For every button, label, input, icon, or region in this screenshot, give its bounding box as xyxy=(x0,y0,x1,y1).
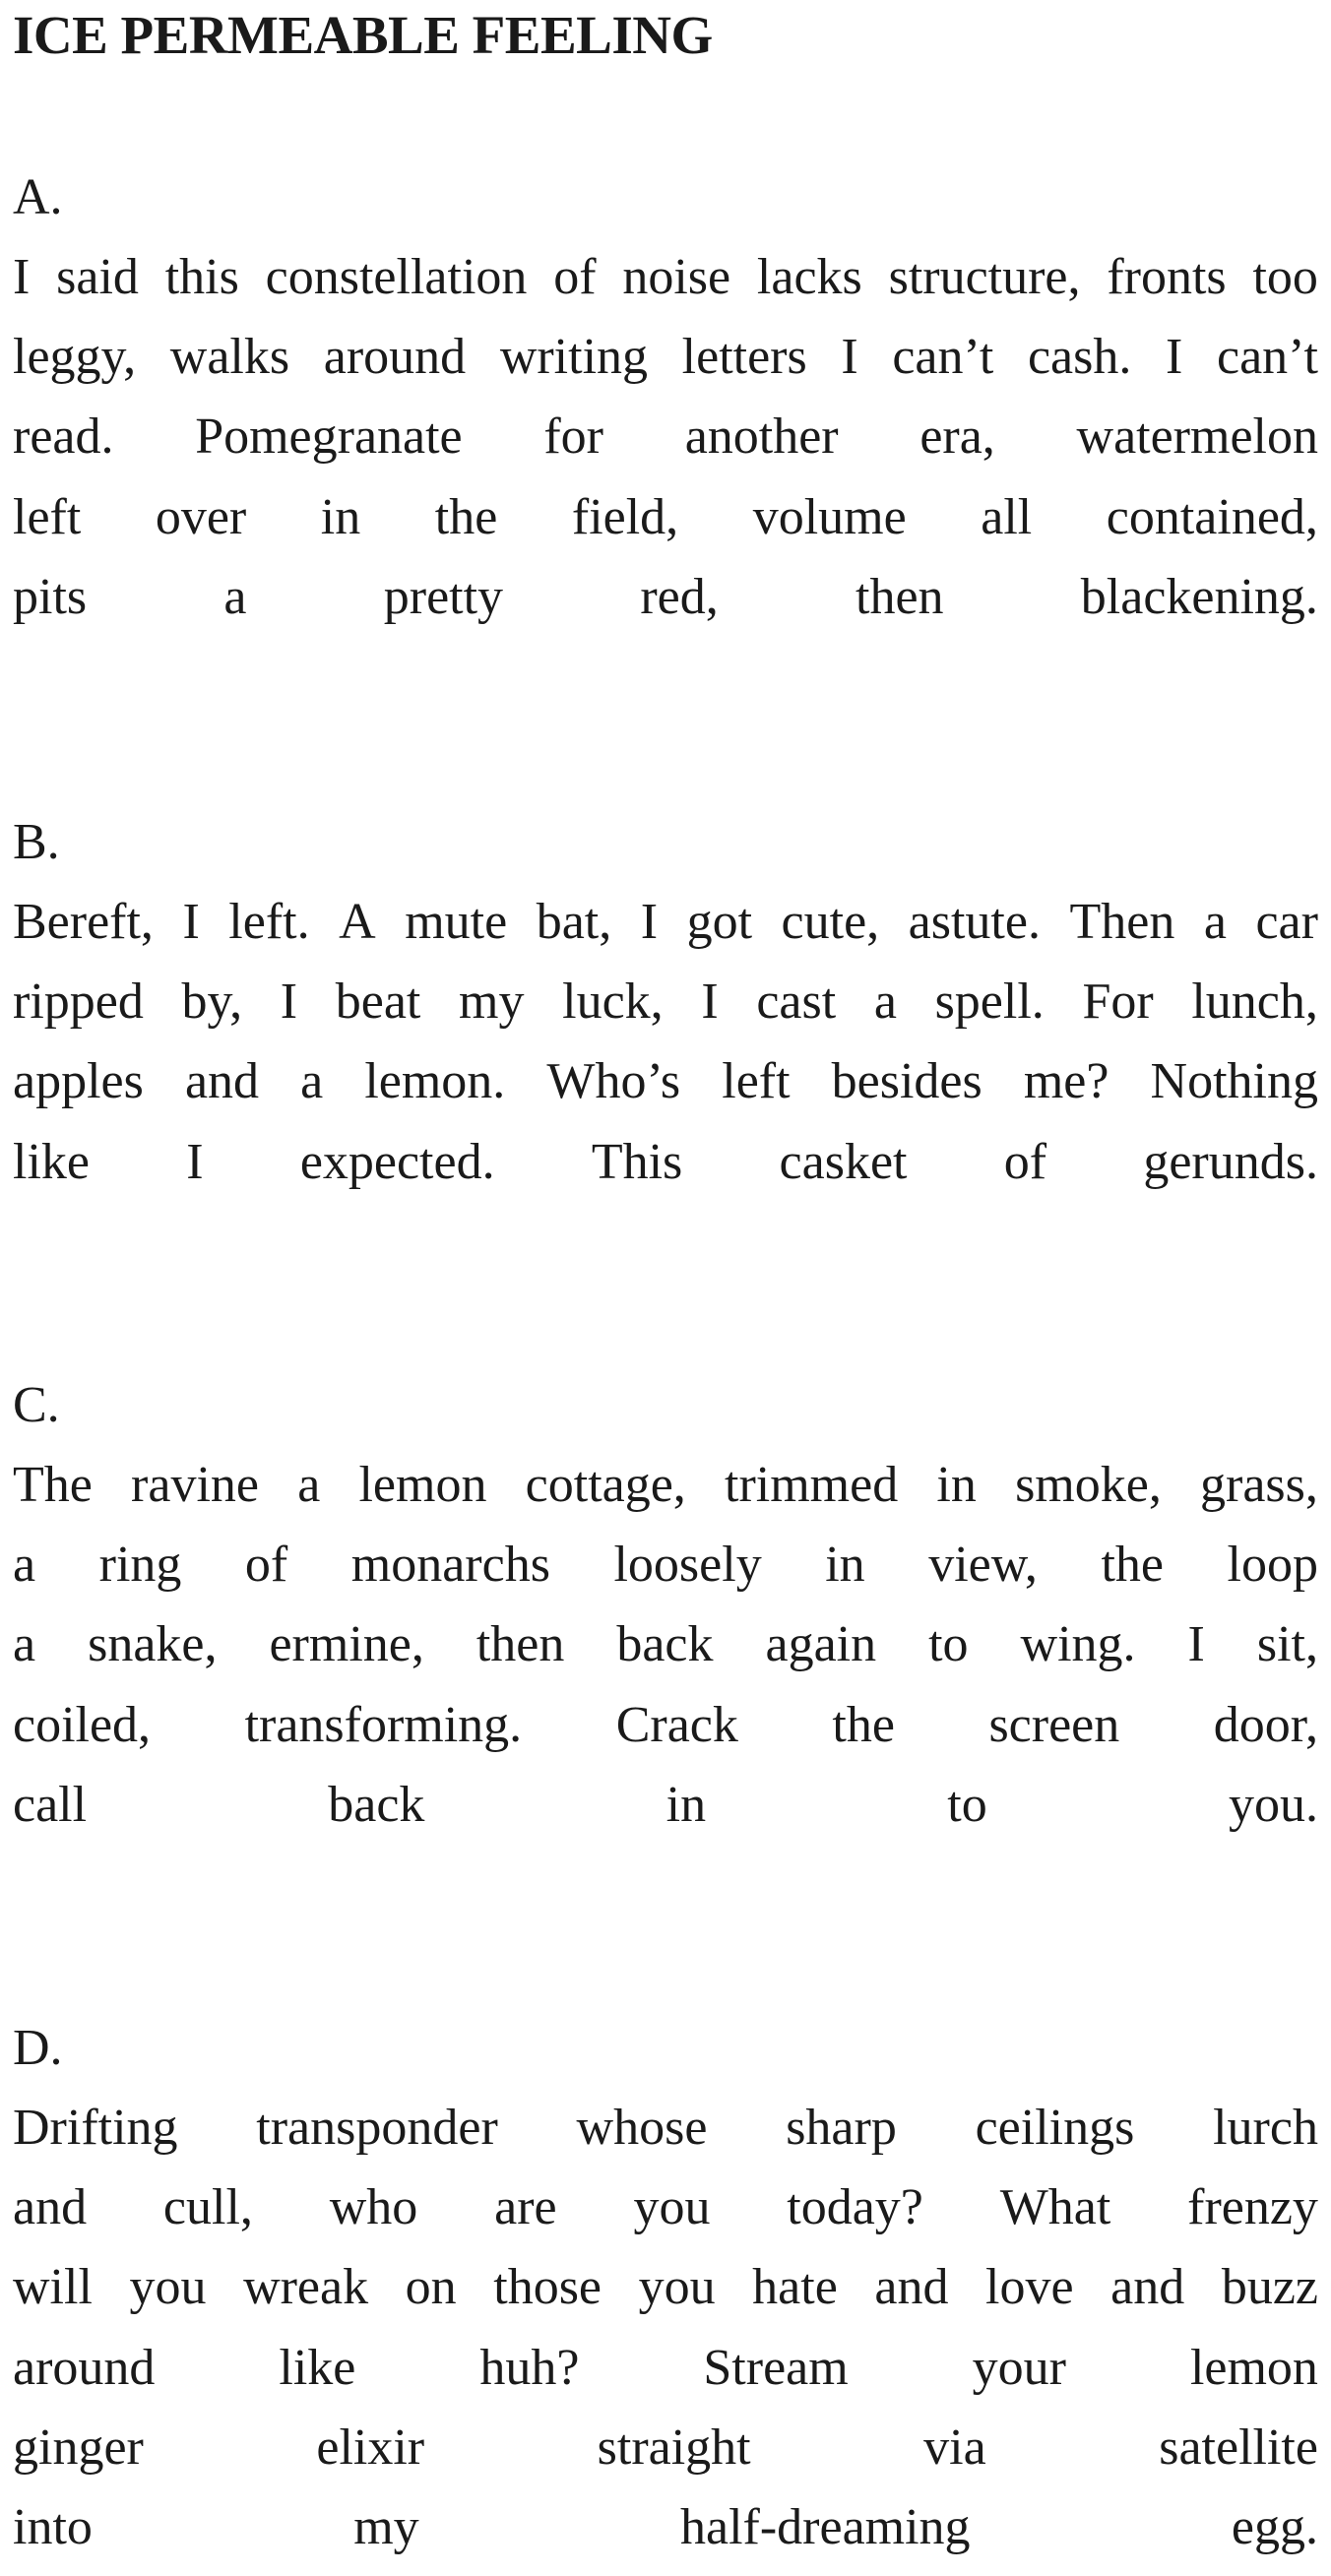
poem-word: pits xyxy=(13,568,88,625)
poem-line xyxy=(13,397,1318,476)
poem-word: cute, xyxy=(781,894,880,950)
stanza xyxy=(13,2088,1318,2567)
poem-word: car xyxy=(1255,894,1318,950)
poem-word: in xyxy=(825,1537,865,1594)
poem-word: a xyxy=(13,1537,36,1594)
poem-word: all xyxy=(981,488,1033,545)
poem-word: loosely xyxy=(613,1537,762,1594)
section-label: D. xyxy=(13,2020,63,2076)
poem-word: a xyxy=(223,568,247,625)
poem-word: will xyxy=(13,2259,93,2316)
poem-word: left xyxy=(722,1053,791,1110)
poem-word: and xyxy=(13,2179,88,2236)
poem-word: who xyxy=(329,2179,418,2236)
section-label: A. xyxy=(13,169,63,225)
poem-line xyxy=(13,1041,1318,1121)
poem-word: ermine, xyxy=(269,1616,424,1673)
poem-word: in xyxy=(320,488,361,545)
poem-word: read. xyxy=(13,408,114,466)
poem-word: Pomegranate xyxy=(195,408,463,466)
poem-word: your xyxy=(972,2339,1066,2396)
poem-word: to xyxy=(947,1776,987,1833)
poem-word: Who’s xyxy=(546,1053,681,1110)
poem-section-c xyxy=(13,1365,1318,1845)
poem-word: beat xyxy=(335,974,421,1031)
poem-word: of xyxy=(244,1537,288,1594)
poem-word: Bereft, xyxy=(13,894,154,950)
poem-word: I xyxy=(13,249,31,305)
poem-word: in xyxy=(666,1776,707,1833)
poem-word: buzz xyxy=(1221,2259,1318,2316)
poem-word: Then xyxy=(1069,894,1175,950)
poem-word: wing. xyxy=(1020,1616,1136,1673)
poem-word: the xyxy=(832,1696,895,1753)
poem-word: ripped xyxy=(13,974,144,1031)
poem-word: I xyxy=(186,1133,204,1190)
section-label: B. xyxy=(13,814,60,870)
poem-word: huh? xyxy=(479,2339,580,2396)
poem-line xyxy=(13,317,1318,397)
poem-line xyxy=(13,1122,1318,1202)
poem-word: smoke, xyxy=(1015,1457,1162,1513)
poem-word: ring xyxy=(98,1537,182,1594)
poem-word: view, xyxy=(928,1537,1038,1594)
poem-line xyxy=(13,882,1318,962)
poem-line xyxy=(13,2487,1318,2567)
poem-word: apples xyxy=(13,1053,144,1110)
poem-word: blackening. xyxy=(1080,568,1318,625)
poem-word: What xyxy=(999,2179,1111,2236)
poem-word: of xyxy=(553,249,597,305)
poem-word: I xyxy=(701,974,719,1031)
poem-word: ginger xyxy=(13,2419,144,2476)
poem-word: for xyxy=(543,408,603,466)
poem-word: by, xyxy=(181,974,243,1031)
poem-word: those xyxy=(493,2259,602,2316)
poem-word: straight xyxy=(597,2419,751,2476)
poem-line xyxy=(13,1685,1318,1765)
stanza xyxy=(13,882,1318,1202)
poem-word: the xyxy=(1101,1537,1164,1594)
poem-word: sharp xyxy=(786,2100,897,2156)
poem-line xyxy=(13,1445,1318,1525)
poem-word: you xyxy=(633,2179,711,2236)
poem-word: lurch xyxy=(1213,2100,1318,2156)
poem-word: around xyxy=(13,2339,156,2396)
poem-line xyxy=(13,557,1318,637)
poem-word: lacks xyxy=(756,249,862,305)
poem-word: left. xyxy=(228,894,310,950)
poem-section-a xyxy=(13,157,1318,637)
poem-word: lunch, xyxy=(1191,974,1318,1031)
poem-word: screen xyxy=(988,1696,1120,1753)
poem-word: today? xyxy=(787,2179,923,2236)
poem-word: said xyxy=(56,249,139,305)
poem-word: back xyxy=(328,1776,425,1833)
poem-word: monarchs xyxy=(350,1537,550,1594)
poem-word: a xyxy=(300,1053,324,1110)
poem-word: trimmed xyxy=(725,1457,899,1513)
poem-word: leggy, xyxy=(13,329,137,386)
poem-word: For xyxy=(1082,974,1154,1031)
poem-word: lemon xyxy=(358,1457,487,1513)
poem-word: and xyxy=(874,2259,949,2316)
poem-word: contained, xyxy=(1106,488,1318,545)
poem-word: whose xyxy=(576,2100,708,2156)
poem-word: and xyxy=(1110,2259,1185,2316)
poem-word: volume xyxy=(752,488,907,545)
poem-word: I xyxy=(182,894,200,950)
poem-word: fronts xyxy=(1107,249,1227,305)
poem-word: noise xyxy=(622,249,731,305)
poem-word: transponder xyxy=(256,2100,498,2156)
poem-word: Nothing xyxy=(1150,1053,1318,1110)
poem-word: sit, xyxy=(1256,1616,1318,1673)
poem-word: cull, xyxy=(162,2179,253,2236)
poem-word: The xyxy=(13,1457,93,1513)
poem-word: grass, xyxy=(1200,1457,1318,1513)
poem-word: red, xyxy=(640,568,719,625)
poem-word: transforming. xyxy=(244,1696,523,1753)
poem-word: then xyxy=(475,1616,565,1673)
poem-word: I xyxy=(640,894,659,950)
poem-word: elixir xyxy=(316,2419,425,2476)
poem-word: door, xyxy=(1213,1696,1318,1753)
poem-word: another xyxy=(684,408,839,466)
poem-word: ceilings xyxy=(975,2100,1135,2156)
poem-word: I xyxy=(1187,1616,1205,1673)
poem-word: era, xyxy=(919,408,995,466)
poem-word: half-dreaming xyxy=(680,2498,971,2555)
poem-word: can’t xyxy=(892,329,994,386)
poem-word: me? xyxy=(1023,1053,1109,1110)
poem-word: the xyxy=(434,488,498,545)
poem-line xyxy=(13,1604,1318,1684)
poem-word: This xyxy=(591,1133,683,1190)
poem-word: on xyxy=(405,2259,457,2316)
poem-word: mute xyxy=(405,894,508,950)
poem-word: a xyxy=(873,974,897,1031)
poem-word: lemon xyxy=(1189,2339,1318,2396)
poem-word: besides xyxy=(831,1053,982,1110)
poem-word: walks xyxy=(169,329,290,386)
poem-word: cottage, xyxy=(525,1457,686,1513)
poem-word: egg. xyxy=(1231,2498,1318,2555)
poem-word: you xyxy=(129,2259,207,2316)
poem-page xyxy=(13,0,1318,2555)
poem-word: lemon. xyxy=(364,1053,506,1110)
poem-word: you. xyxy=(1228,1776,1318,1833)
poem-line xyxy=(13,2328,1318,2408)
poem-word: you xyxy=(638,2259,716,2316)
poem-word: astute. xyxy=(908,894,1041,950)
poem-line xyxy=(13,1765,1318,1845)
poem-line xyxy=(13,1525,1318,1604)
poem-word: a xyxy=(297,1457,321,1513)
poem-word: then xyxy=(856,568,944,625)
poem-word: over xyxy=(155,488,247,545)
poem-word: Drifting xyxy=(13,2100,178,2156)
poem-word: structure, xyxy=(888,249,1081,305)
poem-word: in xyxy=(936,1457,977,1513)
poem-section-d xyxy=(13,2008,1318,2567)
poem-word: A xyxy=(339,894,376,950)
poem-word: a xyxy=(1203,894,1227,950)
poem-word: left xyxy=(13,488,82,545)
poem-word: letters xyxy=(681,329,807,386)
poem-line xyxy=(13,2168,1318,2247)
poem-line xyxy=(13,2088,1318,2168)
poem-word: field, xyxy=(571,488,679,545)
poem-word: cash. xyxy=(1027,329,1132,386)
poem-word: like xyxy=(13,1133,90,1190)
poem-word: into xyxy=(13,2498,93,2555)
poem-line xyxy=(13,477,1318,557)
poem-word: I xyxy=(280,974,298,1031)
poem-word: watermelon xyxy=(1076,408,1318,466)
poem-word: a xyxy=(13,1616,36,1673)
poem-line xyxy=(13,237,1318,317)
poem-word: constellation xyxy=(265,249,528,305)
poem-word: around xyxy=(323,329,467,386)
poem-word: of xyxy=(1003,1133,1047,1190)
poem-word: got xyxy=(686,894,753,950)
poem-word: too xyxy=(1252,249,1318,305)
section-label: C. xyxy=(13,1377,60,1433)
poem-word: ravine xyxy=(131,1457,259,1513)
poem-line xyxy=(13,962,1318,1041)
poem-word: expected. xyxy=(299,1133,495,1190)
poem-word: writing xyxy=(499,329,649,386)
poem-word: wreak xyxy=(243,2259,369,2316)
poem-word: call xyxy=(13,1776,88,1833)
stanza xyxy=(13,1445,1318,1845)
poem-word: pretty xyxy=(383,568,504,625)
poem-word: like xyxy=(279,2339,356,2396)
poem-word: my xyxy=(459,974,525,1031)
poem-word: cast xyxy=(756,974,837,1031)
poem-line xyxy=(13,2408,1318,2487)
poem-word: this xyxy=(164,249,239,305)
poem-word: loop xyxy=(1227,1537,1318,1594)
poem-word: are xyxy=(494,2179,557,2236)
poem-line xyxy=(13,2247,1318,2327)
poem-word: can’t xyxy=(1216,329,1318,386)
poem-word: bat, xyxy=(536,894,612,950)
poem-word: luck, xyxy=(562,974,664,1031)
poem-word: I xyxy=(1166,329,1183,386)
poem-word: gerunds. xyxy=(1143,1133,1318,1190)
poem-word: coiled, xyxy=(13,1696,152,1753)
poem-word: again xyxy=(765,1616,877,1673)
poem-title: ICE PERMEABLE FEELING xyxy=(13,5,713,65)
poem-word: Crack xyxy=(615,1696,738,1753)
poem-word: and xyxy=(184,1053,260,1110)
poem-word: Stream xyxy=(703,2339,849,2396)
poem-word: I xyxy=(841,329,858,386)
poem-word: spell. xyxy=(934,974,1045,1031)
poem-word: back xyxy=(616,1616,714,1673)
poem-word: my xyxy=(353,2498,419,2555)
poem-section-b xyxy=(13,802,1318,1202)
poem-word: casket xyxy=(779,1133,908,1190)
poem-word: hate xyxy=(752,2259,838,2316)
poem-word: via xyxy=(923,2419,986,2476)
poem-word: love xyxy=(985,2259,1074,2316)
poem-word: to xyxy=(928,1616,969,1673)
poem-word: frenzy xyxy=(1187,2179,1318,2236)
poem-word: satellite xyxy=(1159,2419,1318,2476)
poem-word: snake, xyxy=(88,1616,218,1673)
stanza xyxy=(13,237,1318,637)
